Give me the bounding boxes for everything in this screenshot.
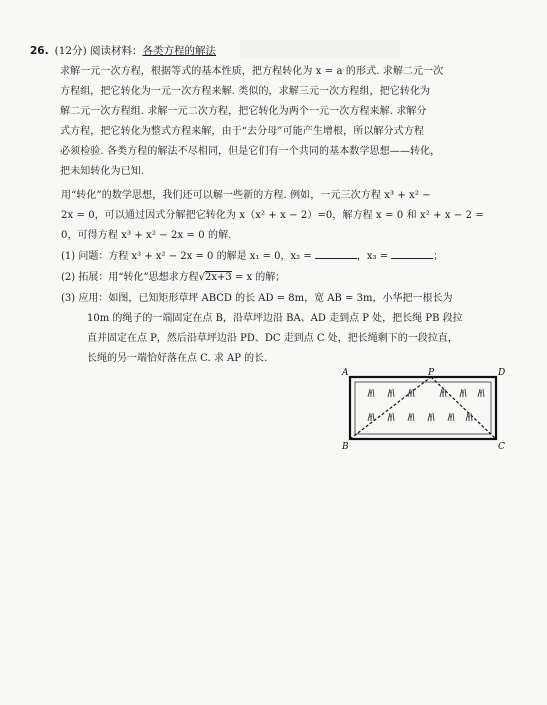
grass-tuft-icon <box>478 389 484 397</box>
question-prefix: 阅读材料： <box>90 45 143 57</box>
label-c: C <box>498 442 505 452</box>
rope-segment-bp <box>350 377 431 439</box>
sqrt-radicand: 2x+3 <box>204 272 232 283</box>
grass-tuft-icon <box>440 389 446 397</box>
part3-line: 10m 的绳子的一端固定在点 B，沿草坪边沿 BA、AD 走到点 P 处，把长绳 PB 段拉 <box>87 313 463 324</box>
part2-text: (2) 拓展：用“转化”思想求方程 <box>61 272 199 283</box>
grass-tuft-icon <box>448 413 454 421</box>
material-line: 求解一元一次方程，根据等式的基本性质，把方程转化为 x = a 的形式. 求解二元一次 <box>60 66 444 77</box>
grass-tuft-icon <box>388 413 394 421</box>
part1-end: ； <box>433 251 444 262</box>
part3-line: 直并固定在点 P，然后沿草坪边沿 PD、DC 走到点 C 处，把长绳剩下的一段拉直， <box>87 333 458 344</box>
part1-text: (1) 问题：方程 x³ + x² − 2x = 0 的解是 x₁ = 0，x₂ = <box>61 251 312 262</box>
material-line: 解二元一次方程组. 求解一元二次方程，把它转化为两个一元一次方程来解. 求解分 <box>60 106 427 117</box>
material-line: 式方程，把它转化为整式方程来解，由于“去分母”可能产生增根，所以解分式方程 <box>60 126 424 137</box>
grass-icons <box>368 389 484 421</box>
reading-material <box>60 62 512 182</box>
question-title: 各类方程的解法 <box>142 45 217 57</box>
faint-bleed-through <box>240 40 400 58</box>
grass-tuft-icon <box>408 413 414 421</box>
grass-tuft-icon <box>460 389 466 397</box>
rectangle-lawn-figure <box>340 367 510 457</box>
label-a: A <box>342 368 349 378</box>
example-line: 2x = 0，可以通过因式分解把它转化为 x（x² + x − 2）=0，解方程 x = 0 和 x² + x − 2 = <box>61 210 484 221</box>
part3-line: (3) 应用：如图，已知矩形草坪 ABCD 的长 AD = 8m，宽 AB = 3m，小华把一根长为 <box>61 293 453 304</box>
grass-tuft-icon <box>388 389 394 397</box>
grass-tuft-icon <box>368 389 374 397</box>
question-part-2 <box>61 268 285 288</box>
label-b: B <box>342 442 349 452</box>
part3-line: 长绳的另一端恰好落在点 C. 求 AP 的长. <box>87 353 268 364</box>
answer-blank-x3[interactable] <box>391 247 433 259</box>
material-line: 把未知转化为已知. <box>60 166 145 177</box>
sqrt-sign: √ <box>198 272 205 283</box>
answer-blank-x2[interactable] <box>315 247 357 259</box>
question-part-1 <box>61 247 443 267</box>
part2-end: = x 的解； <box>234 272 286 283</box>
question-score: (12分) <box>54 45 87 57</box>
grass-tuft-icon <box>408 389 414 397</box>
label-p: P <box>428 368 435 378</box>
question-part-3 <box>61 289 516 369</box>
material-line: 方程组，把它转化为一元一次方程来解. 类似的，求解三元一次方程组，把它转化为 <box>60 86 431 97</box>
lawn-rectangle <box>350 377 496 439</box>
grass-tuft-icon <box>466 413 472 421</box>
label-d: D <box>498 368 506 378</box>
question-number: 26. <box>30 45 49 57</box>
example-line: 0，可得方程 x³ + x² − 2x = 0 的解. <box>61 230 232 241</box>
transform-example <box>61 186 513 246</box>
example-line: 用“转化”的数学思想，我们还可以解一些新的方程. 例如，一元三次方程 x³ + x² − <box>61 190 431 201</box>
grass-tuft-icon <box>428 413 434 421</box>
grass-tuft-icon <box>368 413 374 421</box>
lawn-inner-border <box>355 382 491 434</box>
part1-mid: ，x₃ = <box>356 251 389 262</box>
material-line: 必须检验. 各类方程的解法不尽相同，但是它们有一个共同的基本数学思想——转化， <box>60 146 441 157</box>
rope-segment-pc <box>431 377 496 439</box>
question-header <box>30 44 216 58</box>
